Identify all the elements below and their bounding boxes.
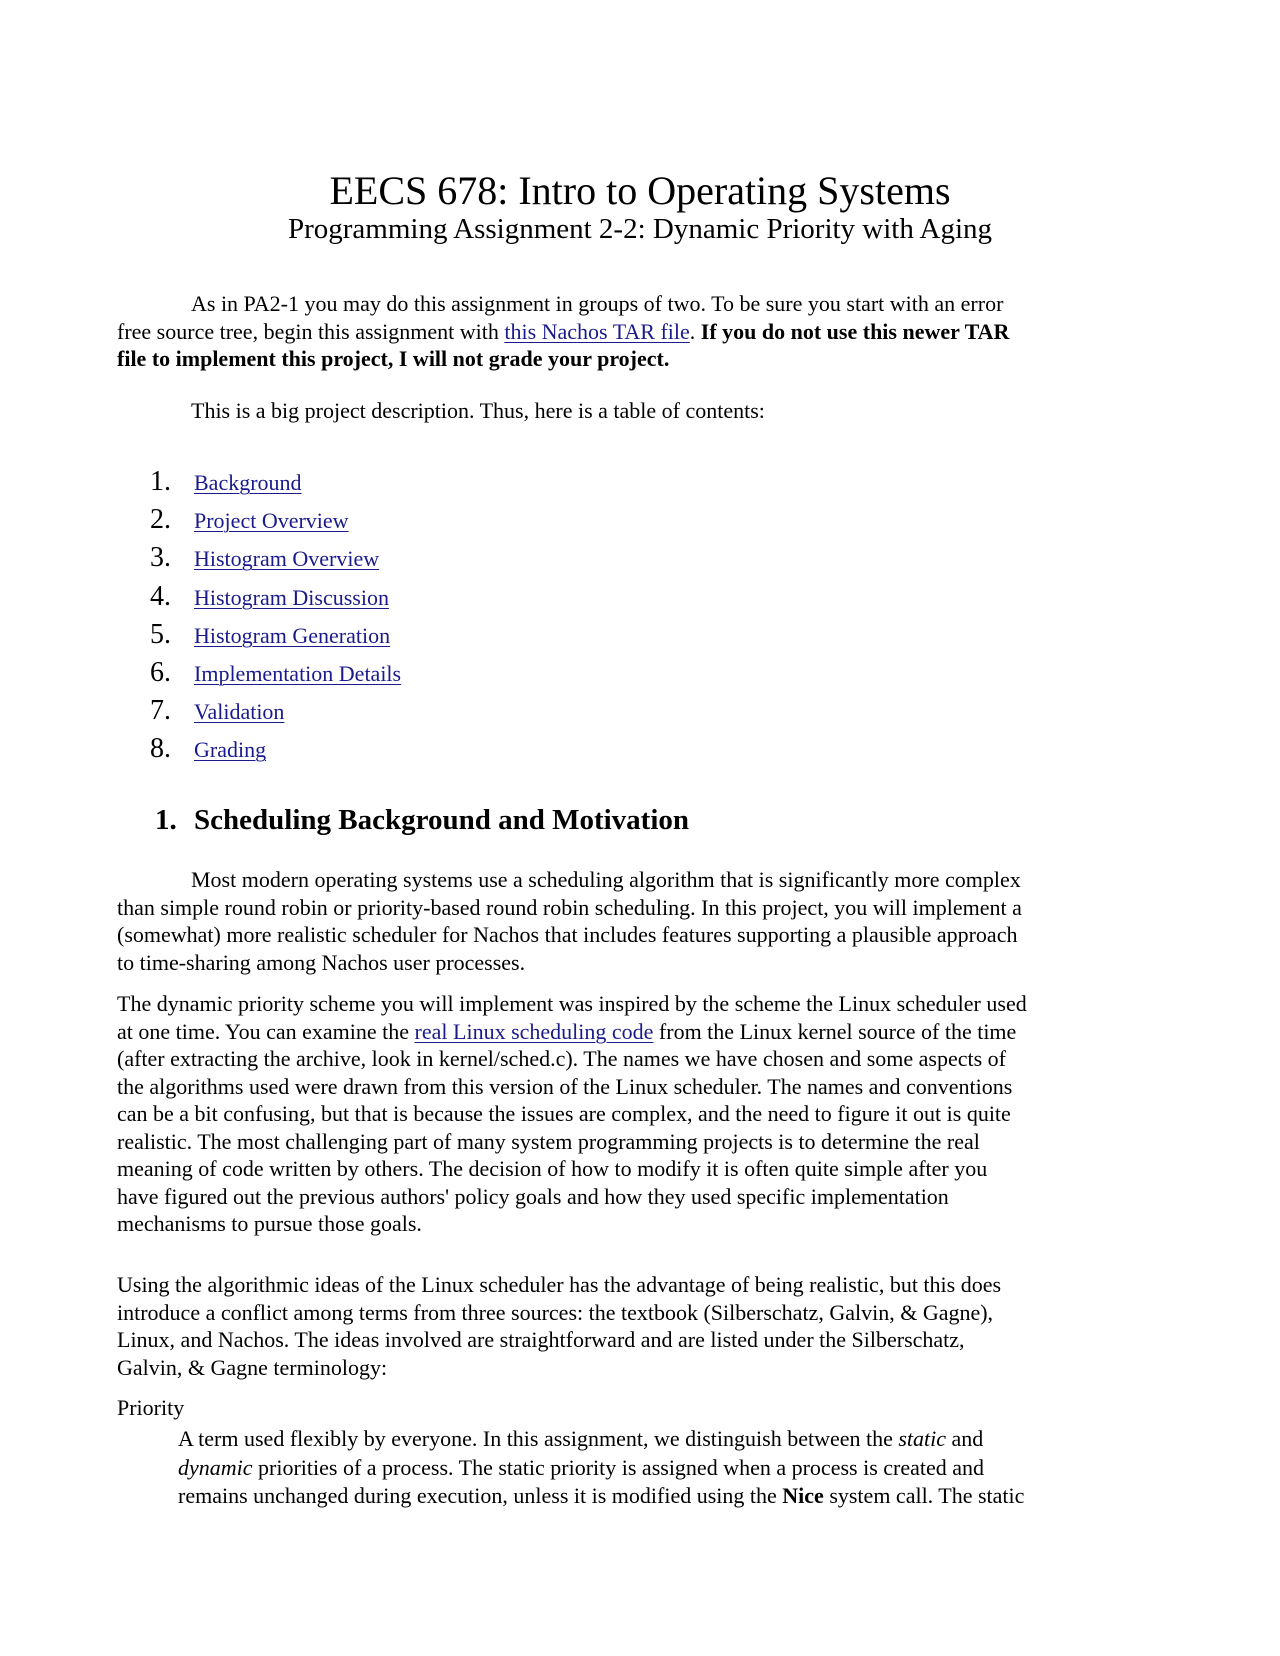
paragraph-line: meaning of code written by others. The decision of how to modify it is often quite simple after you: [117, 1156, 988, 1181]
paragraph-line: Galvin, & Gagne terminology:: [117, 1354, 388, 1380]
toc-number: 4.: [150, 580, 171, 612]
toc-item: [150, 504, 401, 542]
section-paragraph-1: [117, 866, 1177, 976]
section-paragraph-3: [117, 1271, 1177, 1381]
toc-number: 1.: [150, 466, 171, 497]
warning-text: If you do not use this newer TAR: [700, 318, 1010, 344]
intro-line: [117, 345, 1177, 373]
toc-number: 6.: [150, 656, 171, 688]
section-paragraph-2: [117, 990, 1177, 1238]
text: from the Linux kernel source of the time: [653, 1018, 1017, 1044]
toc-number: 5.: [150, 618, 171, 650]
paragraph-line: realistic. The most challenging part of many system programming projects is to determine the real: [117, 1128, 980, 1154]
toc-item: [150, 695, 401, 733]
toc-number: 8.: [150, 733, 171, 765]
paragraph-line: the algorithms used were drawn from this version of the Linux scheduler. The names and conventions: [117, 1073, 1013, 1099]
toc-item: [150, 466, 401, 504]
linux-scheduling-code-link[interactable]: real Linux scheduling code: [414, 1018, 654, 1044]
intro-paragraph: [117, 290, 1177, 373]
toc-intro-text: This is a big project description. Thus, here is a table of contents:: [191, 398, 765, 423]
definition-line: [178, 1482, 1024, 1511]
paragraph-line: (after extracting the archive, look in kernel/sched.c). The names we have chosen and some aspects of: [117, 1046, 1007, 1071]
definition-term: Priority: [117, 1395, 185, 1420]
toc-item: [150, 619, 401, 657]
nice-syscall-text: Nice: [782, 1483, 824, 1508]
text: remains unchanged during execution, unless it is modified using the: [178, 1483, 783, 1508]
definition-description: [178, 1425, 1024, 1511]
paragraph-line: (somewhat) more realistic scheduler for Nachos that includes features supporting a plausible approach: [117, 922, 1018, 947]
emphasis: dynamic: [178, 1454, 253, 1480]
paragraph-line: to time-sharing among Nachos user processes.: [117, 949, 526, 975]
emphasis: static: [898, 1426, 947, 1451]
toc-number: 7.: [150, 695, 171, 727]
toc-link-validation[interactable]: Validation: [194, 699, 285, 725]
toc-link-histogram-generation[interactable]: Histogram Generation: [194, 622, 391, 648]
toc-link-project-overview[interactable]: Project Overview: [194, 508, 349, 534]
page-title: EECS 678: Intro to Operating Systems: [329, 168, 951, 213]
table-of-contents: [150, 466, 401, 772]
paragraph-line: The dynamic priority scheme you will implement was inspired by the scheme the Linux scheduler used: [117, 991, 1027, 1016]
text: .: [689, 318, 701, 344]
definition-line: [178, 1454, 1024, 1483]
text: system call. The static: [823, 1483, 1025, 1508]
nachos-tar-link[interactable]: this Nachos TAR file: [504, 318, 690, 344]
section-heading: [155, 804, 689, 837]
toc-link-histogram-overview[interactable]: Histogram Overview: [194, 546, 380, 572]
text: priorities of a process. The static priority is assigned when a process is created and: [252, 1454, 985, 1480]
paragraph-line: than simple round robin or priority-based round robin scheduling. In this project, you will implement a: [117, 894, 1022, 920]
toc-link-histogram-discussion[interactable]: Histogram Discussion: [194, 584, 389, 610]
toc-link-background[interactable]: Background: [194, 470, 302, 495]
text: A term used flexibly by everyone. In this assignment, we distinguish between the: [178, 1426, 899, 1451]
paragraph-line: introduce a conflict among terms from three sources: the textbook (Silberschatz, Galvin, & Gagne),: [117, 1299, 994, 1325]
toc-number: 2.: [150, 504, 171, 536]
toc-link-implementation-details[interactable]: Implementation Details: [194, 660, 402, 686]
paragraph-line: have figured out the previous authors' policy goals and how they used specific implementation: [117, 1183, 949, 1209]
text: at one time. You can examine the: [117, 1018, 415, 1044]
page-subtitle: Programming Assignment 2-2: Dynamic Priority with Aging: [287, 213, 993, 245]
section-number: 1.: [155, 804, 177, 836]
toc-item: [150, 581, 401, 619]
intro-line: [117, 318, 1177, 346]
paragraph-line: Using the algorithmic ideas of the Linux scheduler has the advantage of being realistic, but this does: [117, 1272, 1002, 1297]
warning-text: file to implement this project, I will not grade your project.: [117, 346, 670, 371]
section-title: Scheduling Background and Motivation: [194, 804, 690, 836]
paragraph-line: Linux, and Nachos. The ideas involved are straightforward and are listed under the Silberschatz,: [117, 1327, 965, 1352]
text: free source tree, begin this assignment with: [117, 318, 505, 344]
toc-intro: [117, 397, 1177, 425]
definition-line: [178, 1425, 1024, 1454]
paragraph-line: Most modern operating systems use a scheduling algorithm that is significantly more complex: [191, 867, 1021, 892]
toc-number: 3.: [150, 542, 171, 574]
toc-link-grading[interactable]: Grading: [194, 737, 267, 763]
paragraph-line: mechanisms to pursue those goals.: [117, 1211, 422, 1236]
toc-item: [150, 657, 401, 695]
paragraph-line: [117, 1018, 1177, 1046]
text: and: [946, 1426, 984, 1451]
toc-item: [150, 733, 401, 771]
toc-item: [150, 542, 401, 580]
paragraph-line: can be a bit confusing, but that is because the issues are complex, and the need to figure it out is quite: [117, 1101, 1011, 1126]
intro-line: As in PA2-1 you may do this assignment in groups of two. To be sure you start with an error: [191, 291, 1004, 316]
